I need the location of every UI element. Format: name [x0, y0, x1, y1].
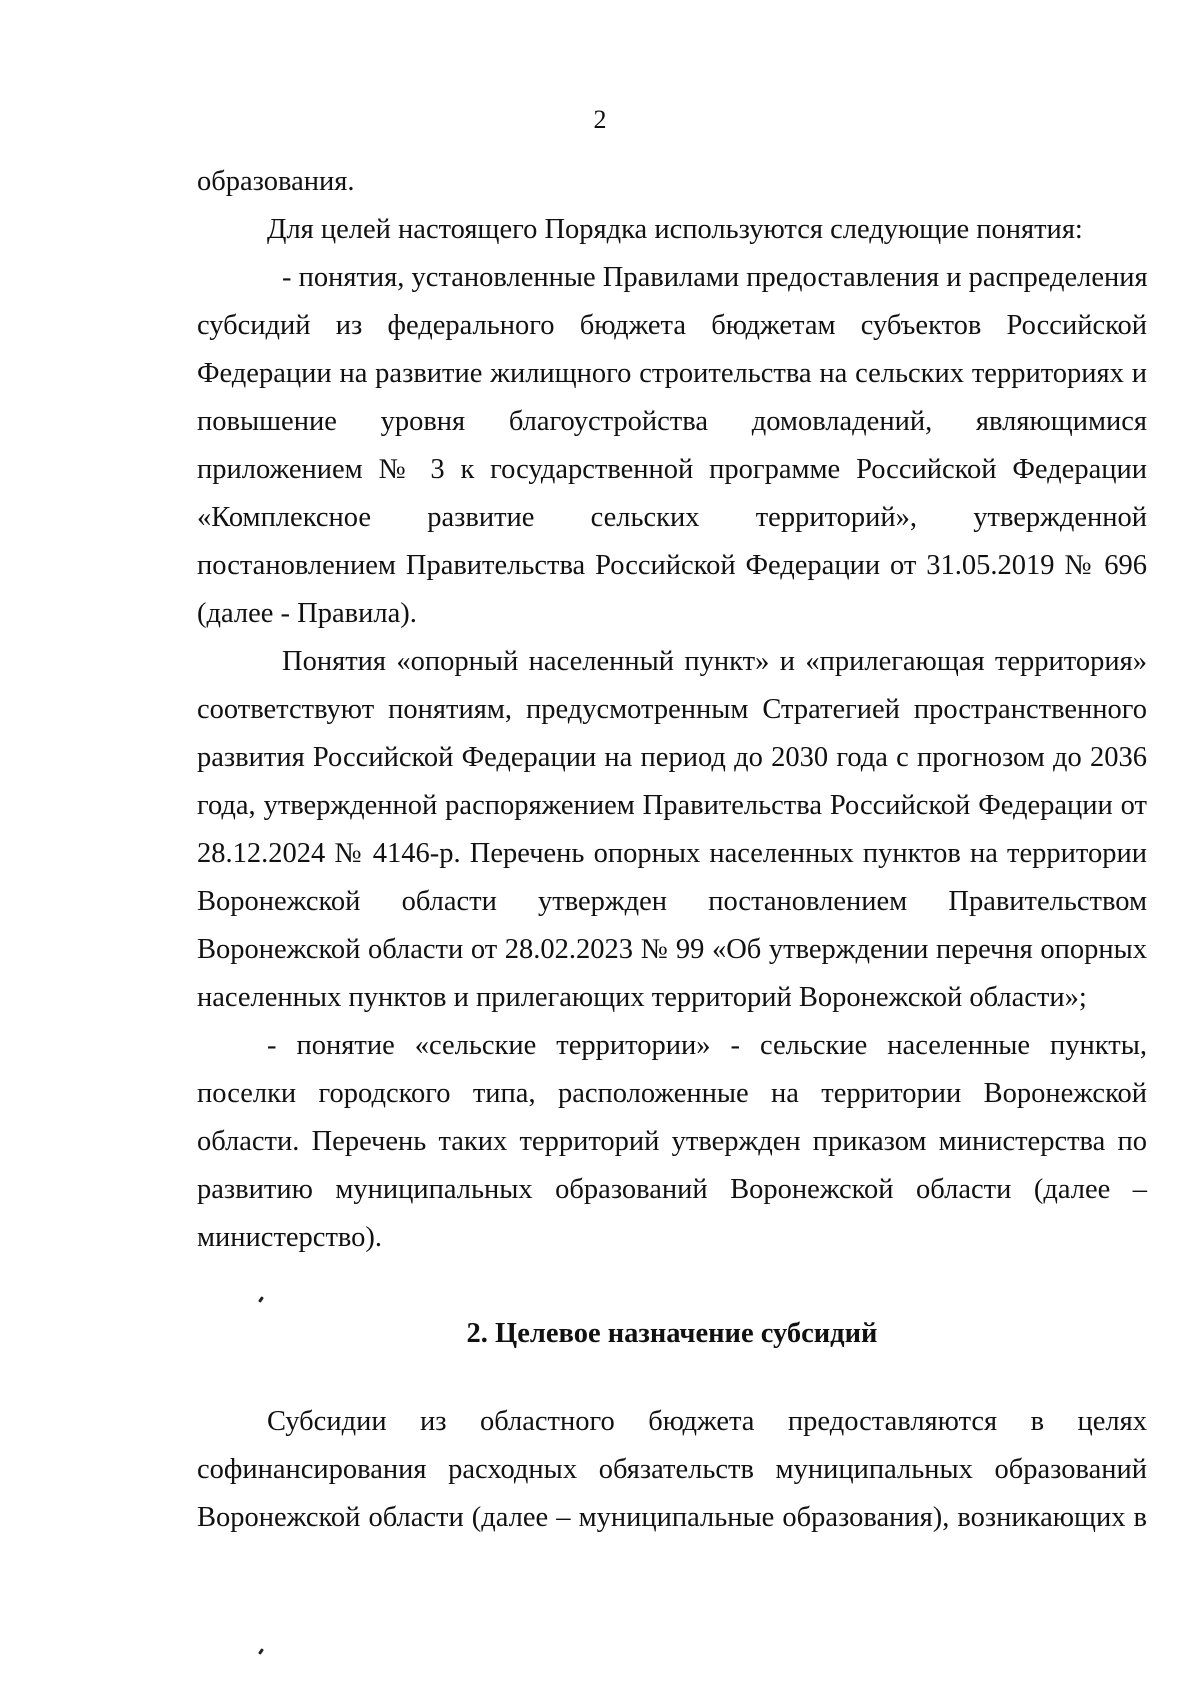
- paragraph-definition-settlements: [197, 638, 1147, 1022]
- text-line: софинансирования расходных обязательств муниципальных образований: [197, 1454, 1147, 1485]
- text-line: Воронежской области (далее – муниципальные образования), возникающих в: [197, 1502, 1147, 1533]
- paragraph-definitions-intro: [197, 206, 1147, 254]
- text-line: соответствуют понятиям, предусмотренным Стратегией пространственного: [197, 694, 1147, 725]
- text-line: - понятия, установленные Правилами предоставления и распределения: [282, 262, 1148, 293]
- text-line: года, утвержденной распоряжением Правительства Российской Федерации от: [197, 790, 1147, 821]
- scan-mark: [258, 1648, 264, 1655]
- paragraph-definition-rural: [197, 1022, 1147, 1262]
- paragraph-definition-rules: [197, 254, 1147, 638]
- text-line: Понятия «опорный населенный пункт» и «прилегающая территория»: [282, 646, 1147, 677]
- text-line: субсидий из федерального бюджета бюджетам субъектов Российской: [197, 310, 1147, 341]
- text-line: - понятие «сельские территории» - сельские населенные пункты,: [267, 1030, 1147, 1061]
- text-line: Воронежской области от 28.02.2023 № 99 «Об утверждении перечня опорных: [197, 934, 1147, 965]
- paragraph-continuation: [197, 158, 1147, 206]
- text-line: развития Российской Федерации на период до 2030 года с прогнозом до 2036: [197, 742, 1147, 773]
- text-line: повышение уровня благоустройства домовладений, являющимися: [197, 406, 1147, 437]
- text-line: Для целей настоящего Порядка используются следующие понятия:: [267, 214, 1083, 245]
- page-number: 2: [593, 105, 607, 134]
- text-line: постановлением Правительства Российской Федерации от 31.05.2019 № 696: [197, 550, 1147, 581]
- text-line: «Комплексное развитие сельских территорий», утвержденной: [197, 502, 1147, 533]
- text-line: образования.: [197, 166, 355, 197]
- section-title: 2. Целевое назначение субсидий: [466, 1318, 878, 1349]
- text-line: (далее - Правила).: [197, 598, 417, 629]
- section-heading: [197, 1310, 1147, 1358]
- text-line: министерство).: [197, 1222, 383, 1253]
- text-line: области. Перечень таких территорий утвержден приказом министерства по: [197, 1126, 1147, 1157]
- text-line: Субсидии из областного бюджета предоставляются в целях: [267, 1406, 1147, 1437]
- text-line: развитию муниципальных образований Воронежской области (далее –: [197, 1174, 1147, 1205]
- text-line: поселки городского типа, расположенные на территории Воронежской: [197, 1078, 1147, 1109]
- text-line: приложением № 3 к государственной программе Российской Федерации: [197, 454, 1147, 485]
- paragraph-purpose: [197, 1398, 1147, 1542]
- text-line: населенных пунктов и прилегающих территорий Воронежской области»;: [197, 982, 1087, 1013]
- text-line: 28.12.2024 № 4146-р. Перечень опорных населенных пунктов на территории: [197, 838, 1147, 869]
- document-body: [197, 158, 1147, 1542]
- text-line: Воронежской области утвержден постановлением Правительством: [197, 886, 1147, 917]
- text-line: Федерации на развитие жилищного строительства на сельских территориях и: [197, 358, 1147, 389]
